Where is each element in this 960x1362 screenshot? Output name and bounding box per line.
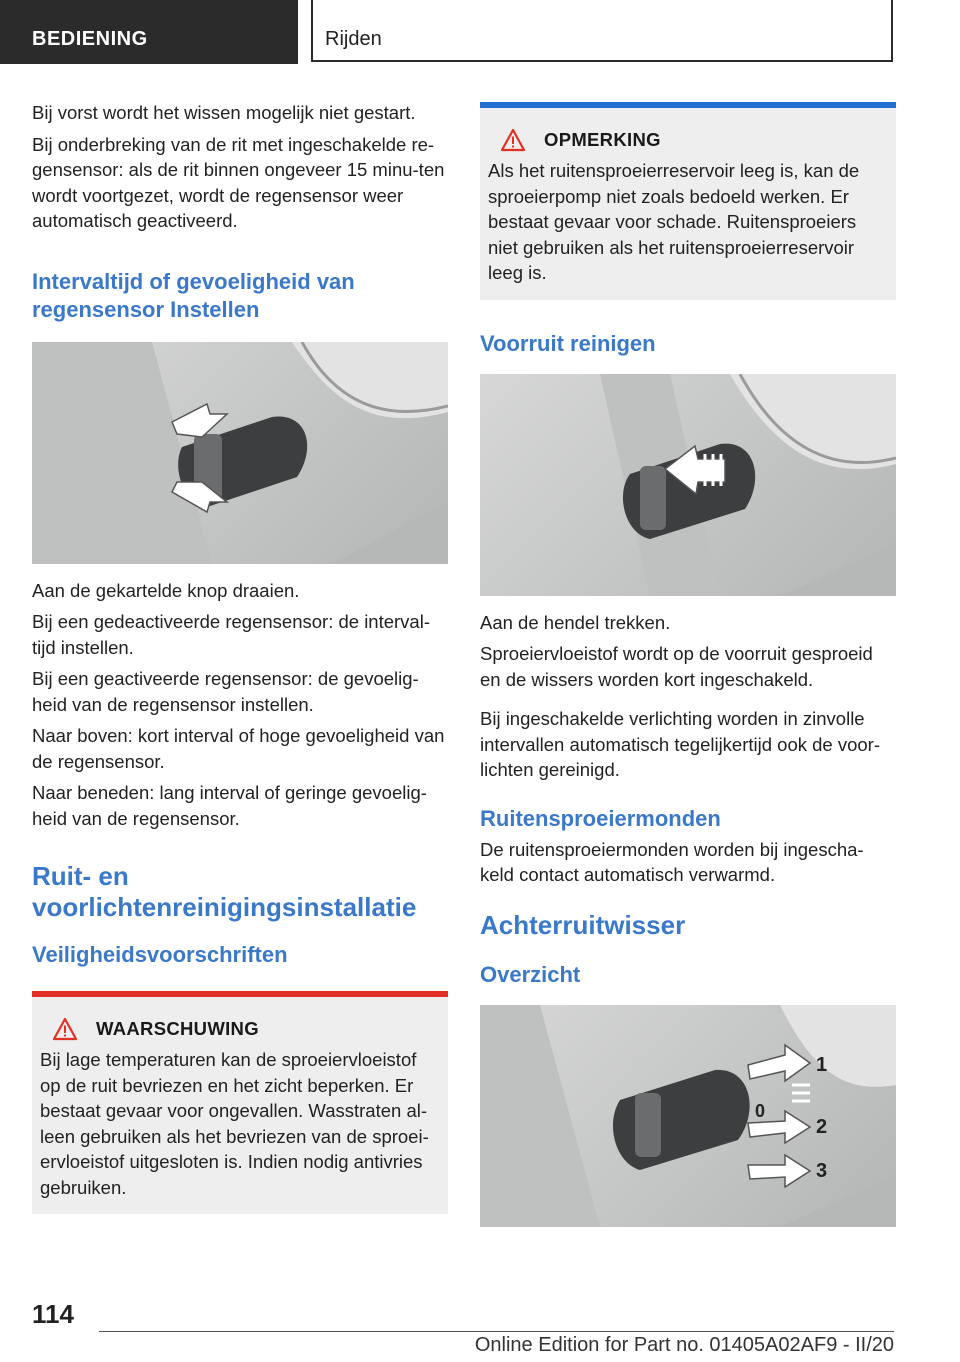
heading-voorruit: Voorruit reinigen: [480, 330, 656, 356]
notice-box: [480, 102, 896, 300]
heading-achterruitwisser: Achterruitwisser: [480, 909, 686, 940]
figure-wiper-lever-knob: [32, 342, 448, 564]
figure-illustration: [480, 1005, 896, 1227]
position-label-1: 1: [816, 1053, 828, 1076]
paragraph: Sproeiervloeistof wordt op de voorruit gesproeid en de wissers worden kort ingeschakeld.: [480, 643, 873, 690]
warning-triangle-icon: [52, 1017, 78, 1041]
page-number: 114: [32, 1299, 74, 1329]
left-column: [32, 100, 448, 1214]
position-label-3: 3: [816, 1159, 828, 1182]
header-chapter-tab: [311, 0, 893, 62]
paragraph: Naar boven: kort interval of hoge gevoeligheid van de regensensor.: [32, 725, 445, 772]
heading-interval: Intervaltijd of gevoeligheid van regensensor Instellen: [32, 268, 355, 322]
warning-triangle-icon: [500, 128, 526, 152]
chapter-title: Rijden: [325, 28, 382, 50]
header-section-tab: [0, 0, 298, 64]
notice-text: Als het ruitensproeierreservoir leeg is, kan de sproeierpomp niet zoals bedoeld werken. Er bestaat gevaar voor schade. Ruitensproeiers niet gebruiken als het ruitensproeierreservoir leeg is.: [488, 160, 860, 283]
paragraph: Aan de gekartelde knop draaien.: [32, 579, 300, 601]
footer-divider: [99, 1331, 894, 1332]
position-label-0: 0: [755, 1100, 766, 1121]
paragraph: Bij onderbreking van de rit met ingeschakelde re-gensensor: als de rit binnen ongeveer 15 minu-ten wordt voortgezet, wordt de regensensor weer automatisch geactiveerd.: [32, 133, 445, 231]
heading-veiligheid: Veiligheidsvoorschriften: [32, 942, 288, 967]
right-column: [480, 102, 896, 1227]
paragraph: Naar beneden: lang interval of geringe gevoelig-heid van de regensensor.: [32, 782, 427, 829]
paragraph: Aan de hendel trekken.: [480, 611, 671, 633]
paragraph: Bij vorst wordt het wissen mogelijk niet gestart.: [32, 102, 416, 123]
position-label-2: 2: [816, 1115, 828, 1138]
heading-ruit-voorlichten: Ruit- en voorlichtenreinigingsinstallatie: [32, 861, 417, 922]
footer-edition: Online Edition for Part no. 01405A02AF9 - II/20: [474, 1334, 894, 1356]
figure-illustration: [480, 374, 896, 596]
paragraph: Bij een gedeactiveerde regensensor: de interval-tijd instellen.: [32, 611, 430, 658]
warning-box: [32, 991, 448, 1214]
figure-rear-wiper-lever: [480, 1005, 896, 1227]
figure-pull-lever: [480, 374, 896, 596]
notice-title: OPMERKING: [544, 129, 661, 150]
paragraph: Bij ingeschakelde verlichting worden in zinvolle intervallen automatisch tegelijkertijd ook de voor-lichten gereinigd.: [480, 708, 881, 780]
paragraph: Bij een geactiveerde regensensor: de gevoelig-heid van de regensensor instellen.: [32, 668, 419, 715]
section-title: BEDIENING: [32, 28, 148, 50]
paragraph: De ruitensproeiermonden worden bij ingescha-keld contact automatisch verwarmd.: [480, 838, 864, 885]
warning-title: WAARSCHUWING: [96, 1018, 259, 1039]
heading-sproeiermonden: Ruitensproeiermonden: [480, 805, 721, 831]
heading-overzicht: Overzicht: [480, 961, 581, 987]
warning-text: Bij lage temperaturen kan de sproeiervloeistof op de ruit bevriezen en het zicht beperken. Er bestaat gevaar voor ongevallen. Wasstraten al-leen gebruiken als het bevriezen van de sproei-ervloeistof uitgesloten is. Indien nodig antivries gebruiken.: [40, 1049, 429, 1198]
figure-illustration: [32, 342, 448, 564]
